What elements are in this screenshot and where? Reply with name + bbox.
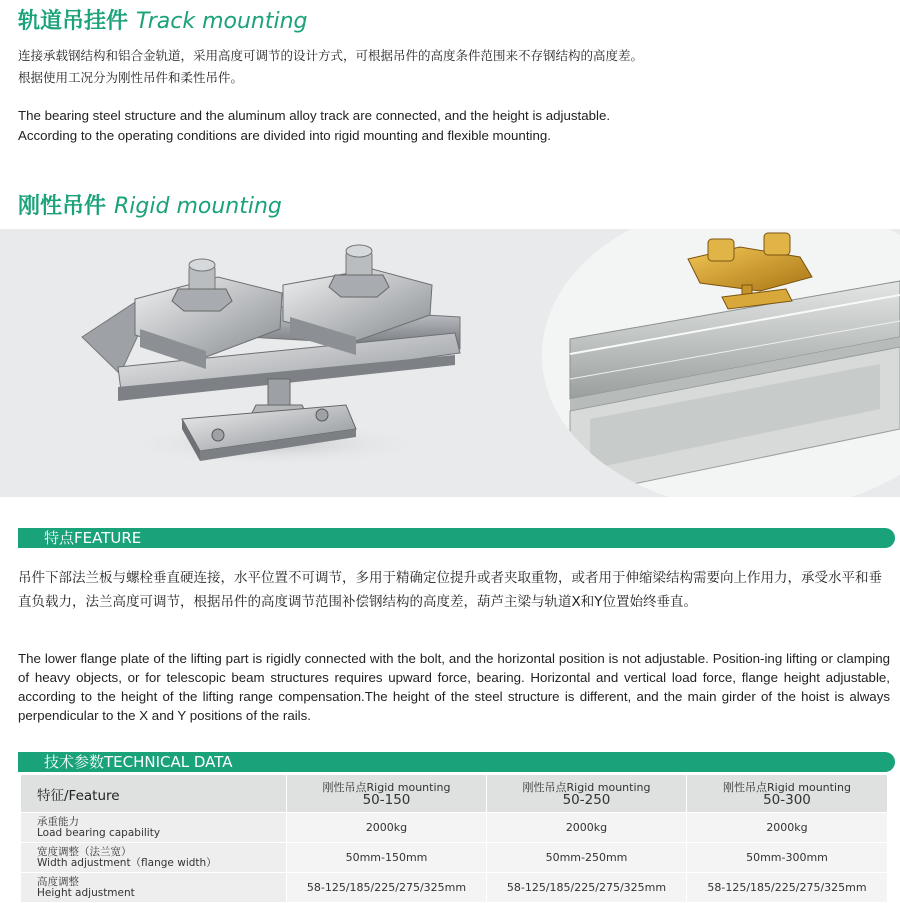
- row-label-height: [21, 873, 287, 903]
- rigid-title-en: Rigid mounting: [114, 194, 282, 219]
- installed-mounting-render: [540, 229, 900, 497]
- track-mounting-title: [18, 4, 308, 35]
- row-label-zh: 高度调整: [37, 875, 79, 888]
- table-cell: 50mm-150mm: [287, 843, 487, 873]
- track-title-zh: 轨道吊挂件: [18, 9, 129, 34]
- row-label-load: [21, 813, 287, 843]
- column-label: 刚性吊点Rigid mounting: [522, 780, 651, 794]
- technical-data-table: [20, 774, 888, 903]
- column-header-50-150: [287, 775, 487, 813]
- product-illustration: [0, 229, 900, 497]
- feature-section-bar: [18, 528, 895, 548]
- rigid-mounting-title: [18, 189, 282, 220]
- track-desc-zh-line1: 连接承载钢结构和铝合金轨道，采用高度可调节的设计方式，可根据吊件的高度条件范围来不存钢结构的高度差。: [18, 48, 644, 63]
- rigid-mounting-hero-image: [0, 229, 900, 497]
- rigid-title-zh: 刚性吊件: [18, 194, 107, 219]
- column-header-50-300: [687, 775, 888, 813]
- row-label-en: Height adjustment: [37, 886, 135, 899]
- feature-column-header: 特征/Feature: [21, 775, 287, 813]
- row-label-en: Load bearing capability: [37, 826, 161, 839]
- row-label-width: [21, 843, 287, 873]
- technical-bar-label: 技术参数TECHNICAL DATA: [44, 753, 233, 771]
- column-model: 50-250: [562, 791, 611, 808]
- feature-description-zh: 吊件下部法兰板与螺栓垂直硬连接，水平位置不可调节，多用于精确定位提升或者夹取重物，或者用于伸缩梁结构需要向上作用力，承受水平和垂直负载力，法兰高度可调节，根据吊件的高度调节范围补偿钢结构的高度差，葫芦主梁与轨道X和Y位置始终垂直。: [18, 570, 882, 610]
- track-title-en: Track mounting: [136, 9, 308, 34]
- track-description-zh: [18, 45, 888, 89]
- table-cell: 58-125/185/225/275/325mm: [287, 873, 487, 903]
- column-label: 刚性吊点Rigid mounting: [322, 780, 451, 794]
- feature-description-en: The lower flange plate of the lifting part is rigidly connected with the bolt, and the horizontal position is not adjustable. Position-ing lifting or clamping of heavy objects, or for telescopic beam structures requires upward force, bearing. Horizontal and vertical load force, flange height adjustable, according to the height of the lifting range compensation.The height of the steel structure is different, and the main girder of the hoist is always perpendicular to the X and Y positions of the rails.: [18, 651, 890, 723]
- table-cell: 2000kg: [487, 813, 687, 843]
- column-model: 50-150: [362, 791, 411, 808]
- table-row: [21, 873, 888, 903]
- table-cell: 58-125/185/225/275/325mm: [687, 873, 888, 903]
- table-cell: 2000kg: [287, 813, 487, 843]
- track-desc-zh-line2: 根据使用工况分为刚性吊件和柔性吊件。: [18, 70, 244, 85]
- row-label-en: Width adjustment（flange width）: [37, 856, 217, 869]
- track-description-en: [18, 106, 888, 146]
- table-header-row: [21, 775, 888, 813]
- table-row: [21, 843, 888, 873]
- table-cell: 50mm-300mm: [687, 843, 888, 873]
- track-desc-en-line1: The bearing steel structure and the aluminum alloy track are connected, and the height is adjustable.: [18, 108, 611, 123]
- table-cell: 58-125/185/225/275/325mm: [487, 873, 687, 903]
- column-model: 50-300: [763, 791, 811, 808]
- technical-data-bar: [18, 752, 895, 772]
- column-header-50-250: [487, 775, 687, 813]
- table-cell: 2000kg: [687, 813, 888, 843]
- track-desc-en-line2: According to the operating conditions are divided into rigid mounting and flexible mounting.: [18, 128, 551, 143]
- rigid-clamp-render: [82, 245, 460, 466]
- column-label: 刚性吊点Rigid mounting: [723, 780, 851, 794]
- row-label-zh: 承重能力: [37, 815, 79, 828]
- table-row: [21, 813, 888, 843]
- table-cell: 50mm-250mm: [487, 843, 687, 873]
- row-label-zh: 宽度调整（法兰宽）: [37, 845, 132, 858]
- feature-bar-label: 特点FEATURE: [44, 529, 142, 547]
